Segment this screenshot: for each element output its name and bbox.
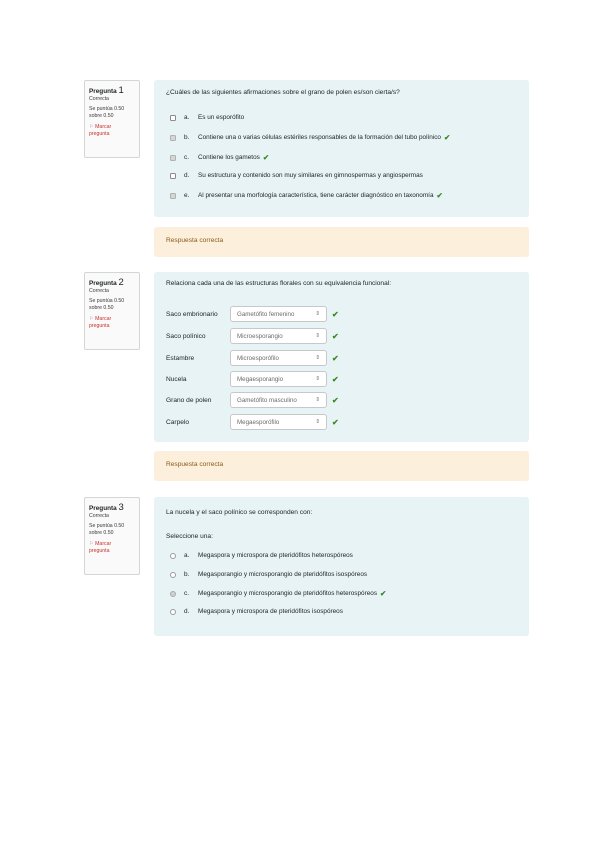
flag-icon: ⚐ — [89, 315, 94, 322]
option-letter: c. — [184, 154, 189, 161]
match-label: Saco polínico — [166, 332, 206, 340]
checkbox[interactable] — [170, 135, 176, 141]
flag-label-line1: Marcar — [95, 315, 112, 322]
radio-button[interactable] — [170, 609, 176, 615]
option-text: Su estructura y contenido son muy similares en gimnospermas y angiospermas — [198, 172, 423, 179]
answer-option-b[interactable] — [170, 133, 450, 142]
checkbox[interactable] — [170, 155, 176, 161]
flag-label-line1: Marcar — [95, 123, 112, 130]
option-text: Es un esporófito — [198, 114, 245, 121]
radio-button[interactable] — [170, 591, 176, 597]
dropdown-arrow-icon: ⇕ — [315, 419, 320, 425]
check-icon: ✔ — [332, 331, 339, 341]
option-letter: d. — [184, 172, 190, 179]
checkbox[interactable] — [170, 193, 176, 199]
question-score-line1: Se puntúa 0.50 — [89, 106, 125, 113]
check-icon: ✔ — [332, 309, 339, 319]
check-icon: ✔ — [444, 133, 451, 142]
checkbox[interactable] — [170, 115, 176, 121]
dropdown-arrow-icon: ⇕ — [315, 355, 320, 361]
flag-question-button[interactable] — [89, 541, 135, 555]
check-icon: ✔ — [332, 353, 339, 363]
question-info-2 — [84, 272, 140, 350]
match-label: Estambre — [166, 354, 195, 362]
question-label: Pregunta — [89, 88, 117, 95]
question-number — [89, 86, 135, 96]
match-row — [166, 350, 339, 366]
question-score-line1: Se puntúa 0.50 — [89, 523, 125, 530]
question-state: Correcta — [89, 288, 109, 294]
option-text: Megaspora y microspora de pteridófitos heterospóreos — [198, 552, 353, 559]
question-info-1 — [84, 80, 140, 158]
match-select[interactable] — [230, 414, 327, 430]
flag-question-button[interactable] — [89, 124, 135, 138]
select-value: Microesporófilo — [237, 354, 279, 362]
question-score-line1: Se puntúa 0.50 — [89, 298, 125, 305]
flag-label-line2: pregunta — [89, 547, 110, 554]
select-one-prompt: Seleccione una: — [166, 533, 213, 540]
flag-icon: ⚐ — [89, 540, 94, 547]
question-number-value: 1 — [118, 85, 124, 96]
question-info-3 — [84, 497, 140, 575]
option-letter: a. — [184, 114, 190, 121]
question-panel-2 — [154, 272, 529, 442]
match-select[interactable] — [230, 392, 327, 408]
option-letter: d. — [184, 608, 190, 615]
option-text: Megasporangio y microsporangio de pteridófitos heterospóreos — [198, 590, 378, 597]
answer-option-e[interactable] — [170, 191, 443, 200]
dropdown-arrow-icon: ⇕ — [315, 311, 320, 317]
option-letter: c. — [184, 590, 189, 597]
match-row — [166, 371, 339, 387]
question-number — [89, 278, 135, 288]
feedback-correct-1: Respuesta correcta — [154, 227, 529, 257]
answer-option-b[interactable] — [170, 571, 367, 578]
option-letter: b. — [184, 134, 190, 141]
match-label: Nucela — [166, 375, 187, 383]
check-icon: ✔ — [380, 589, 387, 598]
dropdown-arrow-icon: ⇕ — [315, 333, 320, 339]
option-letter: b. — [184, 571, 190, 578]
match-label: Saco embrionario — [166, 310, 218, 318]
answer-option-d[interactable] — [170, 608, 343, 615]
question-label: Pregunta — [89, 280, 117, 287]
match-select[interactable] — [230, 371, 327, 387]
select-value: Gametófito femenino — [237, 310, 295, 318]
answer-option-a[interactable] — [170, 552, 353, 559]
question-panel-1 — [154, 80, 529, 217]
feedback-correct-2: Respuesta correcta — [154, 451, 529, 481]
flag-question-button[interactable] — [89, 316, 135, 330]
question-state: Correcta — [89, 96, 109, 102]
question-number-value: 3 — [118, 502, 124, 513]
flag-label-line1: Marcar — [95, 540, 112, 547]
match-select[interactable] — [230, 350, 327, 366]
option-text: Contiene una o varias células estériles responsables de la formación del tubo polínico — [198, 134, 441, 141]
check-icon: ✔ — [332, 395, 339, 405]
option-letter: a. — [184, 552, 190, 559]
select-value: Gametófito masculino — [237, 396, 297, 404]
question-score-line2: sobre 0.50 — [89, 530, 114, 537]
question-text: ¿Cuáles de las siguientes afirmaciones sobre el grano de polen es/son cierta/s? — [166, 89, 400, 96]
match-label: Grano de polen — [166, 396, 212, 404]
question-text: Relaciona cada una de las estructuras florales con su equivalencia funcional: — [166, 280, 392, 287]
select-value: Megaesporangio — [237, 375, 284, 383]
answer-option-d[interactable] — [170, 172, 423, 179]
question-state: Correcta — [89, 513, 109, 519]
checkbox[interactable] — [170, 173, 176, 179]
option-text: Megaspora y microspora de pteridófitos isospóreos — [198, 608, 343, 615]
dropdown-arrow-icon: ⇕ — [315, 376, 320, 382]
match-select[interactable] — [230, 328, 327, 344]
answer-option-a[interactable] — [170, 114, 244, 121]
flag-icon: ⚐ — [89, 123, 94, 130]
answer-option-c[interactable] — [170, 589, 386, 598]
match-row — [166, 414, 339, 430]
match-row — [166, 328, 339, 344]
question-number — [89, 503, 135, 513]
match-select[interactable] — [230, 306, 327, 322]
flag-label-line2: pregunta — [89, 322, 110, 329]
option-text: Contiene los gametos — [198, 154, 260, 161]
select-value: Megaesporófilo — [237, 418, 280, 426]
option-text: Megasporangio y microsporangio de pteridófitos isospóreos — [198, 571, 368, 578]
radio-button[interactable] — [170, 572, 176, 578]
question-label: Pregunta — [89, 505, 117, 512]
check-icon: ✔ — [262, 153, 270, 162]
question-panel-3 — [154, 497, 529, 636]
question-score-line2: sobre 0.50 — [89, 305, 114, 312]
select-value: Microesporangio — [237, 332, 283, 340]
match-row — [166, 392, 339, 408]
match-row — [166, 306, 339, 322]
check-icon: ✔ — [436, 191, 443, 200]
option-text: Al presentar una morfología característica, tiene carácter diagnóstico en taxonomía — [198, 192, 434, 199]
match-label: Carpelo — [166, 418, 190, 426]
radio-button[interactable] — [170, 553, 176, 559]
option-letter: e. — [184, 192, 190, 199]
answer-option-c[interactable] — [170, 153, 269, 162]
question-number-value: 2 — [118, 277, 124, 288]
question-text: La nucela y el saco polínico se corresponden con: — [166, 509, 313, 516]
check-icon: ✔ — [332, 417, 339, 427]
flag-label-line2: pregunta — [89, 130, 110, 137]
question-score-line2: sobre 0.50 — [89, 113, 114, 120]
dropdown-arrow-icon: ⇕ — [315, 397, 320, 403]
check-icon: ✔ — [332, 374, 339, 384]
